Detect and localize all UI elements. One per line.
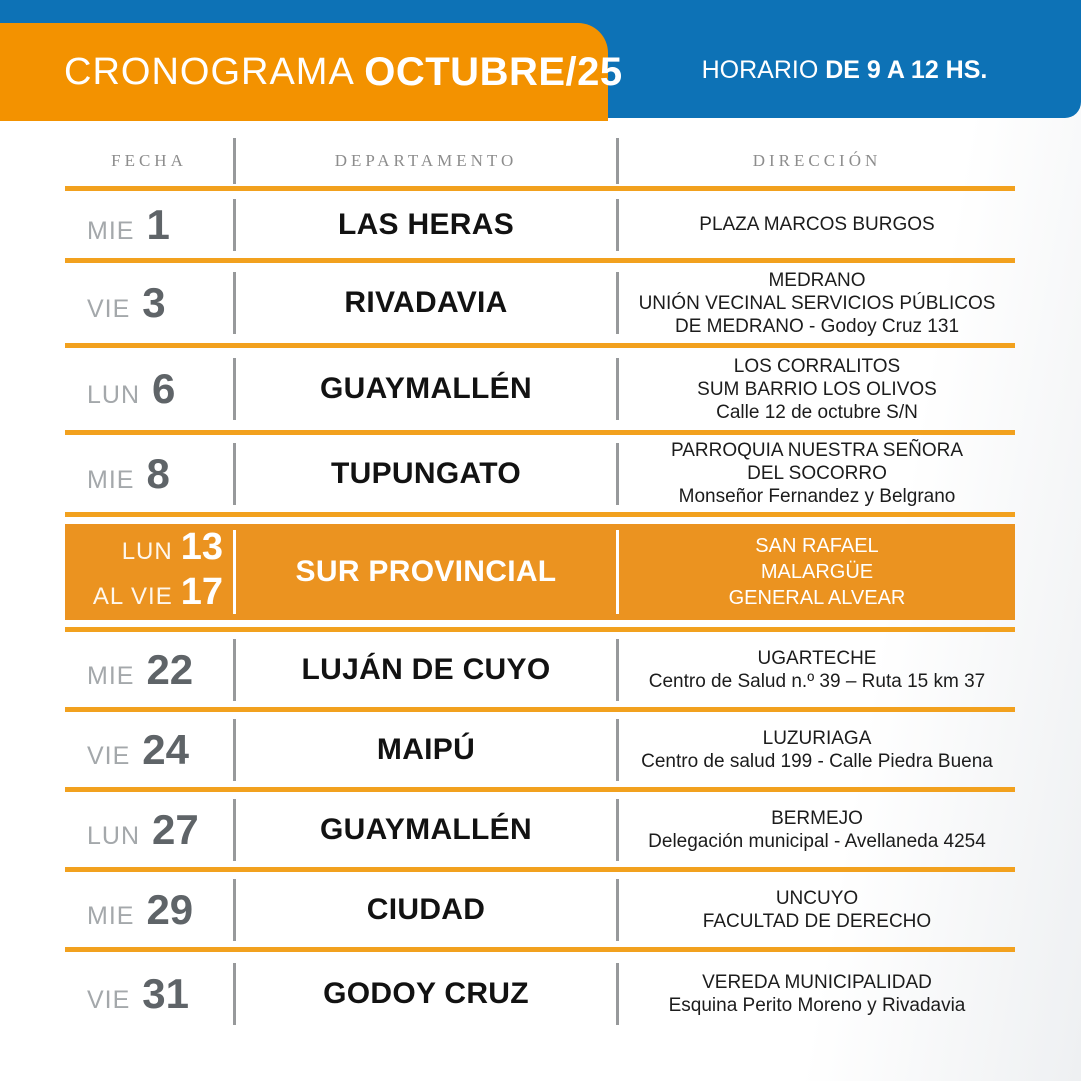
table-header-row bbox=[65, 135, 1015, 191]
row-date: 29 bbox=[146, 885, 194, 933]
row-day: LUN bbox=[87, 381, 141, 409]
table-row bbox=[65, 348, 1015, 435]
row-day: MIE bbox=[87, 465, 135, 494]
row-department: MAIPÚ bbox=[376, 732, 476, 766]
row-address-line: Monseñor Fernandez y Belgrano bbox=[678, 486, 956, 507]
row-date: 3 bbox=[142, 279, 166, 326]
row-date: 8 bbox=[146, 449, 170, 497]
row-department: CIUDAD bbox=[366, 892, 486, 926]
row-address-line: PLAZA MARCOS BURGOS bbox=[699, 214, 935, 235]
row-address-line: SUM BARRIO LOS OLIVOS bbox=[697, 378, 937, 400]
row-address-line: FACULTAD DE DERECHO bbox=[702, 910, 932, 932]
hours-value: DE 9 A 12 HS. bbox=[825, 56, 988, 84]
header-departamento: DEPARTAMENTO bbox=[334, 150, 518, 170]
row-day: MIE bbox=[87, 661, 135, 690]
schedule-hours bbox=[608, 23, 1081, 118]
row-address-line: MEDRANO bbox=[768, 269, 866, 291]
row-address-line: MALARGÜE bbox=[760, 561, 874, 583]
row-address-line: Calle 12 de octubre S/N bbox=[716, 401, 918, 423]
row-address-line: UGARTECHE bbox=[757, 647, 877, 669]
row-department: LAS HERAS bbox=[337, 207, 515, 241]
row-day: VIE bbox=[87, 295, 131, 323]
row-department: TUPUNGATO bbox=[331, 456, 521, 490]
table-row-highlighted bbox=[65, 524, 1015, 620]
table-row bbox=[65, 952, 1015, 1036]
row-address-line: Esquina Perito Moreno y Rivadavia bbox=[668, 995, 966, 1016]
header-fecha: FECHA bbox=[111, 150, 187, 170]
row-day: LUN bbox=[121, 538, 173, 565]
row-date: 17 bbox=[180, 571, 223, 613]
row-department: GODOY CRUZ bbox=[323, 977, 529, 1010]
row-department: LUJÁN DE CUYO bbox=[301, 652, 551, 686]
row-day: MIE bbox=[87, 901, 135, 930]
row-department: RIVADAVIA bbox=[344, 286, 508, 319]
table-row bbox=[65, 712, 1015, 792]
hours-label: HORARIO bbox=[701, 56, 826, 84]
row-date: 22 bbox=[146, 645, 194, 693]
table-row bbox=[65, 872, 1015, 952]
table-row bbox=[65, 435, 1015, 517]
table-row bbox=[65, 632, 1015, 712]
row-department: GUAYMALLÉN bbox=[320, 372, 532, 405]
row-day: LUN bbox=[87, 821, 141, 850]
header-direccion: DIRECCIÓN bbox=[752, 150, 882, 170]
row-day: MIE bbox=[87, 216, 135, 245]
table-row bbox=[65, 191, 1015, 263]
table-row bbox=[65, 263, 1015, 348]
row-day: AL VIE bbox=[92, 583, 173, 610]
row-address-line: BERMEJO bbox=[771, 807, 863, 829]
row-address-line: Delegación municipal - Avellaneda 4254 bbox=[648, 830, 986, 852]
row-address-line: Centro de Salud n.º 39 – Ruta 15 km 37 bbox=[648, 670, 986, 692]
row-date: 13 bbox=[180, 526, 223, 568]
row-address-line: DEL SOCORRO bbox=[747, 463, 887, 484]
title-banner bbox=[0, 23, 623, 121]
schedule-table bbox=[65, 135, 1015, 1036]
banner-title-month: OCTUBRE/25 bbox=[364, 49, 623, 94]
row-address-line: VEREDA MUNICIPALIDAD bbox=[702, 972, 932, 993]
banner-title-regular: CRONOGRAMA bbox=[64, 50, 365, 93]
row-address-line: PARROQUIA NUESTRA SEÑORA bbox=[670, 440, 964, 461]
row-address-line: DE MEDRANO - Godoy Cruz 131 bbox=[674, 315, 960, 337]
row-address-line: Centro de salud 199 - Calle Piedra Buena bbox=[641, 750, 993, 772]
row-date: 27 bbox=[152, 805, 199, 853]
row-date: 1 bbox=[146, 200, 170, 248]
table-row bbox=[65, 792, 1015, 872]
row-address-line: SAN RAFAEL bbox=[755, 535, 879, 557]
row-address-line: UNIÓN VECINAL SERVICIOS PÚBLICOS bbox=[638, 292, 996, 314]
row-day: VIE bbox=[87, 741, 131, 770]
row-date: 6 bbox=[152, 365, 176, 412]
row-day: VIE bbox=[87, 986, 131, 1014]
row-address-line: LUZURIAGA bbox=[762, 727, 872, 749]
row-address-line: LOS CORRALITOS bbox=[733, 355, 901, 377]
row-department: GUAYMALLÉN bbox=[320, 812, 532, 846]
row-department: SUR PROVINCIAL bbox=[295, 555, 557, 588]
row-address-line: GENERAL ALVEAR bbox=[728, 587, 906, 609]
row-date: 24 bbox=[142, 725, 190, 773]
row-date: 31 bbox=[142, 970, 190, 1017]
row-address-line: UNCUYO bbox=[775, 887, 859, 909]
